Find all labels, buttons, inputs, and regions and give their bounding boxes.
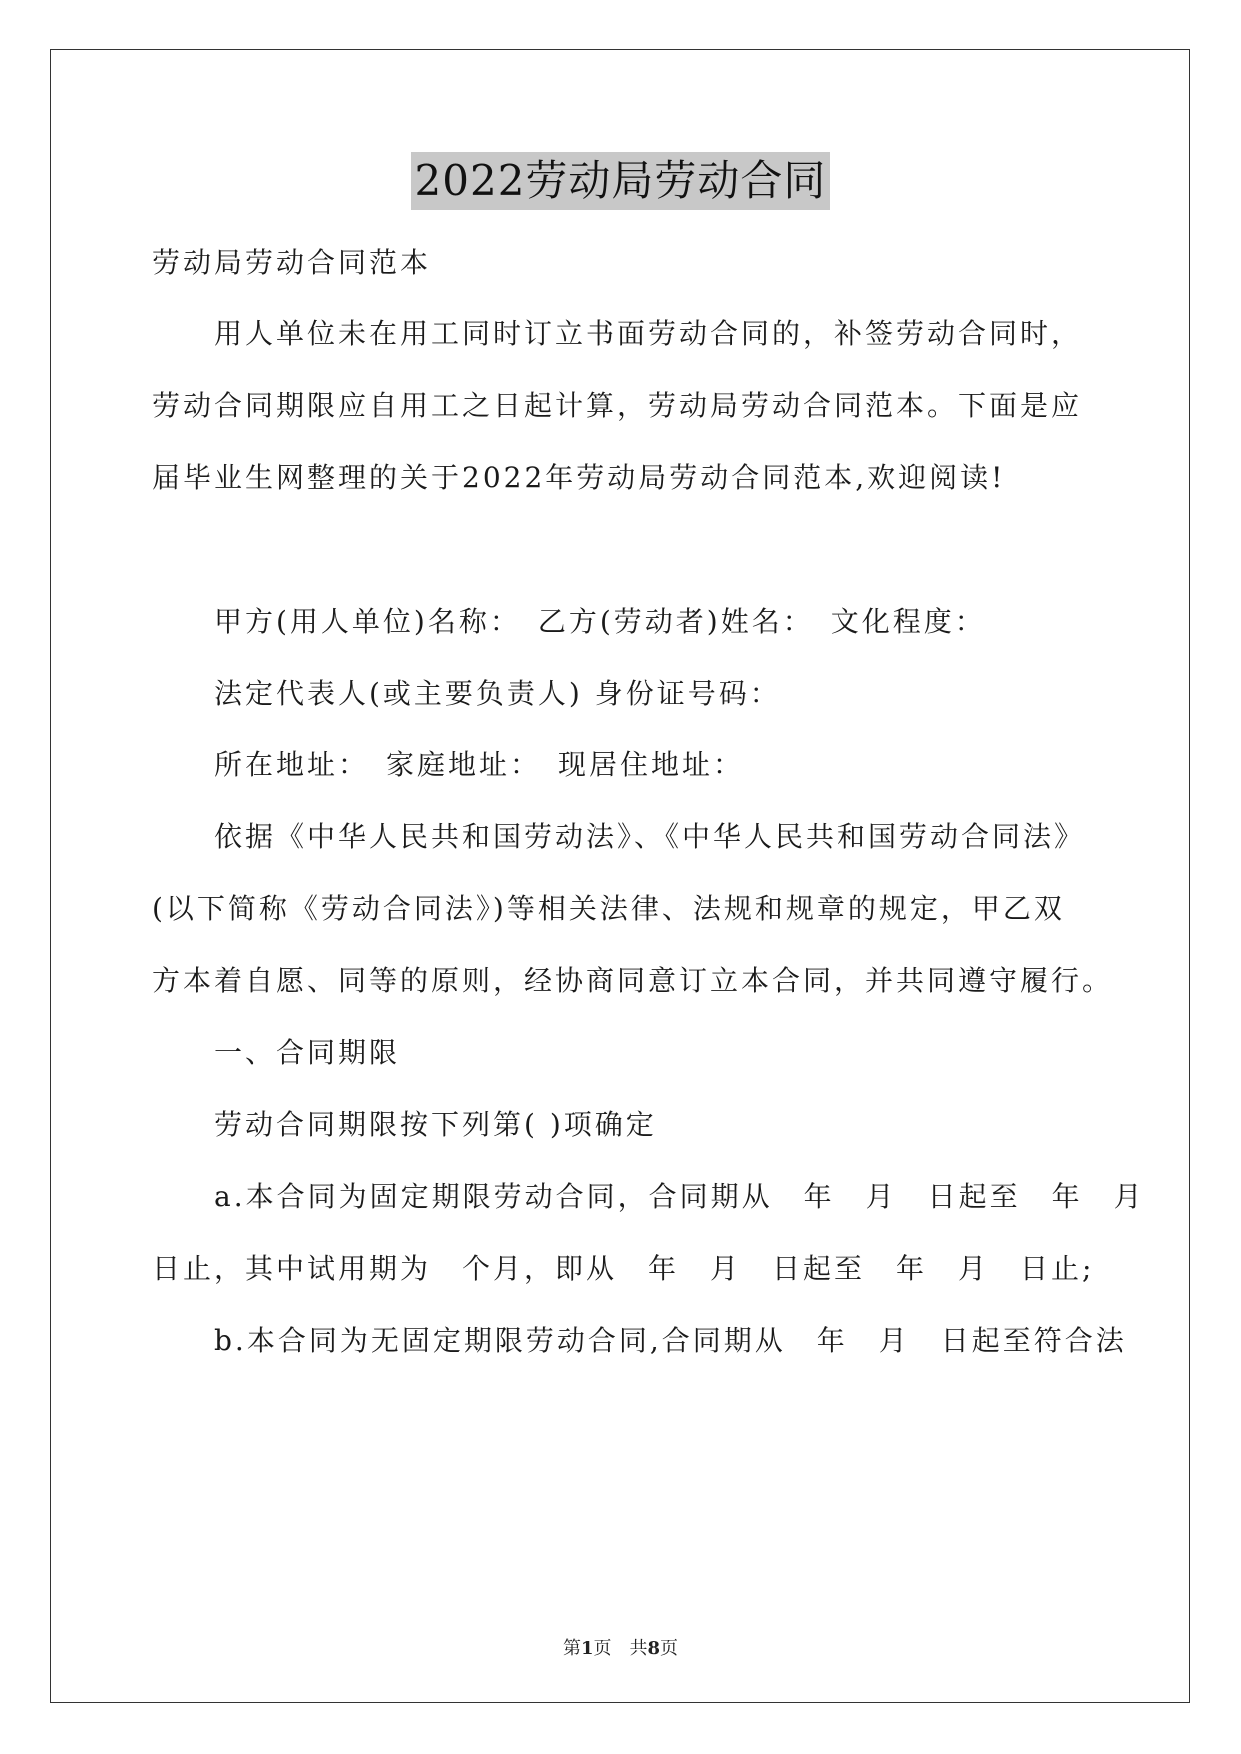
body-line-10: 方本着自愿、同等的原则，经协商同意订立本合同，并共同遵守履行。 bbox=[152, 964, 1114, 997]
body-line-15: b.本合同为无固定期限劳动合同,合同期从 年 月 日起至符合法 bbox=[152, 1324, 1127, 1357]
body-line-5: 甲方(用人单位)名称： 乙方(劳动者)姓名： 文化程度： bbox=[152, 605, 986, 638]
page-suffix: 页 bbox=[660, 1638, 679, 1659]
title-container bbox=[0, 152, 1241, 210]
document-title: 2022劳动局劳动合同 bbox=[411, 152, 831, 210]
page-border bbox=[50, 49, 1190, 1703]
body-line-12: 劳动合同期限按下列第( )项确定 bbox=[152, 1108, 657, 1141]
body-line-1: 劳动局劳动合同范本 bbox=[152, 246, 432, 279]
page-footer bbox=[0, 1637, 1241, 1661]
page-current: 1 bbox=[580, 1638, 594, 1659]
body-line-6: 法定代表人(或主要负责人) 身份证号码： bbox=[152, 677, 781, 710]
page-total: 8 bbox=[647, 1638, 661, 1659]
body-line-3: 劳动合同期限应自用工之日起计算，劳动局劳动合同范本。下面是应 bbox=[152, 389, 1083, 422]
body-line-9: (以下简称《劳动合同法》)等相关法律、法规和规章的规定，甲乙双 bbox=[152, 892, 1065, 925]
body-line-7: 所在地址： 家庭地址： 现居住地址： bbox=[152, 748, 745, 781]
body-line-8: 依据《中华人民共和国劳动法》、《中华人民共和国劳动合同法》 bbox=[152, 820, 1086, 853]
body-line-4: 届毕业生网整理的关于2022年劳动局劳动合同范本,欢迎阅读! bbox=[152, 461, 1006, 494]
body-line-14: 日止，其中试用期为 个月，即从 年 月 日起至 年 月 日止; bbox=[152, 1252, 1095, 1285]
body-line-11: 一、合同期限 bbox=[152, 1036, 401, 1069]
page-mid: 页 共 bbox=[593, 1638, 648, 1659]
page-prefix: 第 bbox=[562, 1638, 581, 1659]
body-line-13: a.本合同为固定期限劳动合同，合同期从 年 月 日起至 年 月 bbox=[152, 1180, 1145, 1213]
body-line-2: 用人单位未在用工同时订立书面劳动合同的，补签劳动合同时， bbox=[152, 317, 1083, 350]
